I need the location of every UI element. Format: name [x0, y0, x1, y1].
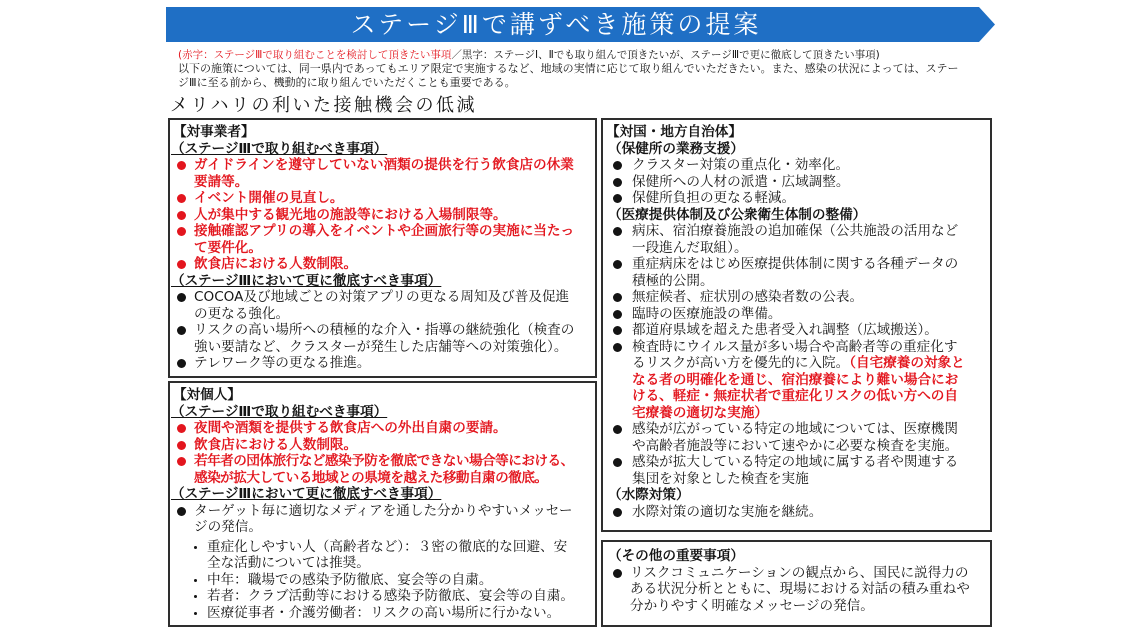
list-item: 臨時の医療施設の準備。 — [603, 306, 966, 323]
list-item: 病床、宿泊療養施設の追加確保（公共施設の活用など一段進んだ取組）。 — [603, 223, 966, 256]
list-item: リスクの高い場所への積極的な介入・指導の継続強化（検査の強い要請など、クラスターが発生した店舗等への対策強化）。 — [170, 322, 580, 355]
list-item: 重症病床をはじめ医療提供体制に関する各種データの積極的公開。 — [603, 256, 966, 289]
sub-list-item: 重症化しやすい人（高齢者など）：３密の徹底的な回避、安全な活動については推奨。 — [170, 539, 580, 572]
section-heading: メリハリの利いた接触機会の低減 — [170, 95, 477, 116]
group-heading: （水際対策） — [608, 487, 690, 503]
list-item — [603, 339, 966, 422]
sub-list-item: 中年：職場での感染予防徹底、宴会等の自粛。 — [170, 572, 580, 589]
list-item: 保健所負担の更なる軽減。 — [603, 190, 966, 207]
list-item: クラスター対策の重点化・効率化。 — [603, 157, 966, 174]
group-label: 【対事業者】 — [173, 124, 255, 140]
title-banner — [166, 7, 995, 42]
enhanced-heading: （ステージⅢにおいて更に徹底すべき事項） — [171, 486, 442, 502]
list-item: 感染が拡大している特定の地域に属する者や関連する集団を対象とした検査を実施 — [603, 454, 966, 487]
list-item: 飲食店における人数制限。 — [170, 437, 580, 454]
business-measures-box — [168, 118, 597, 378]
color-legend — [178, 49, 880, 62]
enhanced-heading: （ステージⅢにおいて更に徹底すべき事項） — [171, 272, 442, 289]
list-item: 都道府県域を超えた患者受入れ調整（広域搬送）。 — [603, 322, 966, 339]
list-item: 保健所への人材の派遣・広域調整。 — [603, 174, 966, 191]
list-item: 飲食店における人数制限。 — [170, 256, 580, 273]
list-item: リスクコミュニケーションの観点から、国民に説得力のある状況分析とともに、現場における対話の積み重ねや分かりやすく明確なメッセージの発信。 — [603, 565, 976, 615]
stage3-heading: （ステージⅢで取り組むべき事項） — [171, 403, 388, 420]
group-heading: （医療提供体制及び公衆衛生体制の整備） — [608, 206, 867, 223]
sub-list-item: 医療従事者・介護労働者：リスクの高い場所に行かない。 — [170, 605, 580, 622]
list-item: 夜間や酒類を提供する飲食店への外出自粛の要請。 — [170, 420, 580, 437]
group-label: 【対個人】 — [173, 387, 241, 403]
page-title: ステージⅢで講ずべき施策の提案 — [350, 10, 762, 39]
individual-measures-box — [168, 381, 597, 627]
list-item: 水際対策の適切な実施を継続。 — [603, 504, 966, 521]
list-item: 接触確認アプリの導入をイベントや企画旅行等の実施に当たって要件化。 — [170, 223, 580, 256]
legend-red-text: (赤字：ステージⅢで取り組むことを検討して頂きたい事項 — [178, 49, 452, 61]
government-measures-box — [601, 118, 992, 532]
group-label: 【対国・地方自治体】 — [606, 124, 742, 140]
list-item: 感染が広がっている特定の地域については、医療機関や高齢者施設等において速やかに必要な検査を実施。 — [603, 421, 966, 454]
legend-black-text: ／黒字：ステージⅠ、Ⅱでも取り組んで頂きたいが、ステージⅢで更に徹底して頂きたい事項) — [451, 49, 880, 61]
list-item: ターゲット毎に適切なメディアを通した分かりやすいメッセージの発信。 — [170, 503, 580, 536]
list-item: 人が集中する観光地の施設等における入場制限等。 — [170, 207, 580, 224]
group-heading: （保健所の業務支援） — [608, 140, 744, 157]
list-item: 若年者の団体旅行など感染予防を徹底できない場合等における、感染が拡大している地域との県境を越えた移動自粛の徹底。 — [170, 453, 580, 486]
sub-list-item: 若者：クラブ活動等における感染予防徹底、宴会等の自粛。 — [170, 588, 580, 605]
other-measures-box — [601, 540, 992, 627]
list-item: COCOA及び地域ごとの対策アプリの更なる周知及び普及促進の更なる強化。 — [170, 289, 580, 322]
list-item: 無症候者、症状別の感染者数の公表。 — [603, 289, 966, 306]
intro-paragraph: 以下の施策については、同一県内であってもエリア限定で実施するなど、地域の実情に応じて取り組んでいただきたい。また、感染の状況によっては、ステージⅢに至る前から、機動的に取り組んでいただくことも重要である。 — [178, 62, 959, 89]
list-item: ガイドラインを遵守していない酒類の提供を行う飲食店の休業要請等。 — [170, 157, 580, 190]
list-item: イベント開催の見直し。 — [170, 190, 580, 207]
list-item: テレワーク等の更なる推進。 — [170, 355, 580, 372]
home-care-note: （自宅療養の対象となる者の明確化を通じ、宿泊療養により難い場合における、軽症・無症状者で重症化リスクの低い方への自宅療養の適切な実施） — [632, 355, 965, 421]
stage3-heading: （ステージⅢで取り組むべき事項） — [171, 140, 388, 157]
group-heading: （その他の重要事項） — [608, 548, 744, 564]
list-item-text: 検査時にウイルス量が多い場合や高齢者等の重症化するリスクが高い方を優先的に入院。 — [632, 338, 958, 371]
